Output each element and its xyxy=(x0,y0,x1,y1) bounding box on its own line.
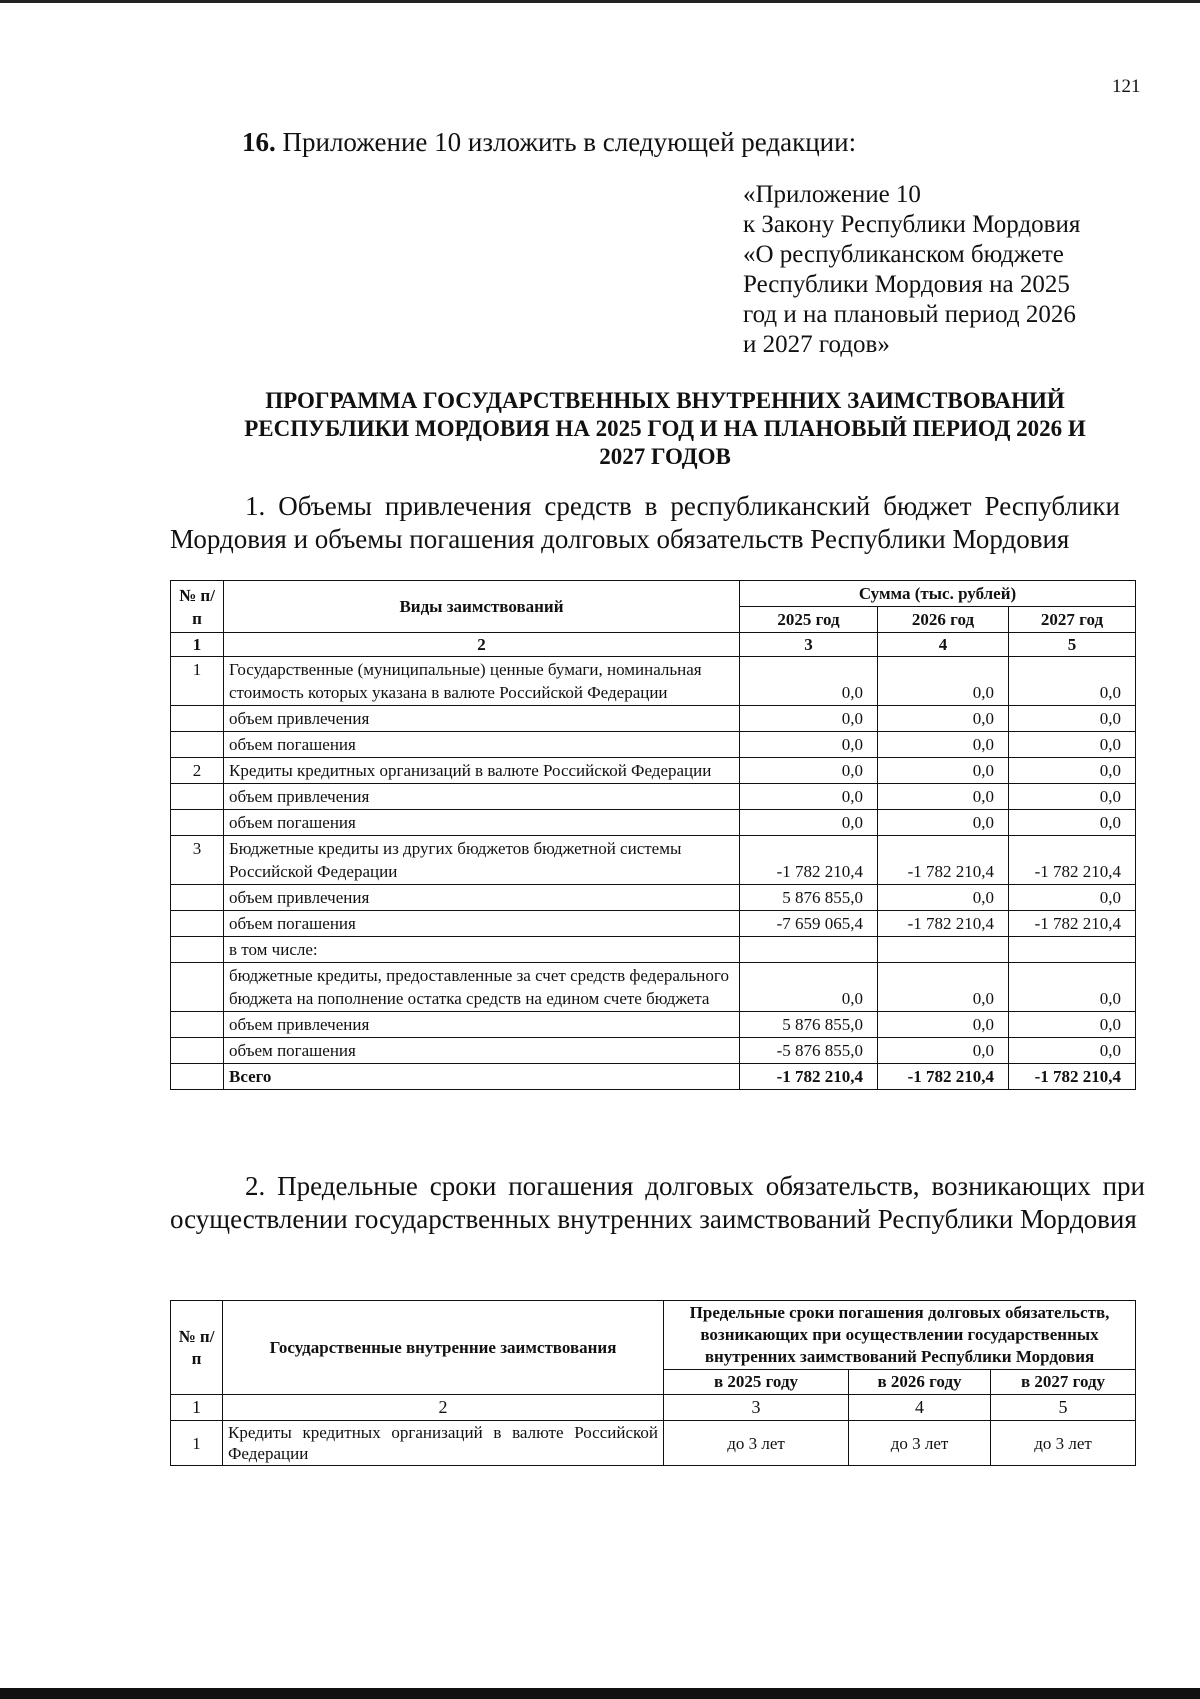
total-row xyxy=(171,1064,1136,1090)
row-number xyxy=(171,810,224,836)
row-number xyxy=(171,732,224,758)
row-number xyxy=(171,706,224,732)
value-2027 xyxy=(1009,937,1136,963)
col-header-type: Виды заимствований xyxy=(224,581,740,633)
value-2027: 0,0 xyxy=(1009,758,1136,784)
row-number xyxy=(171,885,224,911)
row-name: объем привлечения xyxy=(224,1012,740,1038)
value-2027: 0,0 xyxy=(1009,657,1136,706)
row-number xyxy=(171,937,224,963)
col-header-num: № п/п xyxy=(171,581,224,633)
value-2027: 0,0 xyxy=(1009,732,1136,758)
amendment-number: 16. xyxy=(242,127,276,157)
value-2026 xyxy=(878,937,1009,963)
program-title xyxy=(160,387,1170,471)
table-row xyxy=(171,937,1136,963)
section-2-heading: 2. Предельные сроки погашения долговых обязательств, возникающих при осуществлении государственных внутренних заимствований Республики Мордовия xyxy=(170,1171,1145,1234)
value-2026: 0,0 xyxy=(878,885,1009,911)
col-header-num: № п/п xyxy=(171,1301,223,1395)
value-2027: 0,0 xyxy=(1009,1038,1136,1064)
table-row xyxy=(171,1012,1136,1038)
value-2025: 0,0 xyxy=(740,758,878,784)
col-header-2025: в 2025 году xyxy=(664,1370,849,1395)
value-2027: -1 782 210,4 xyxy=(1009,836,1136,885)
row-name: в том числе: xyxy=(224,937,740,963)
page-number: 121 xyxy=(1112,76,1141,97)
total-2027: -1 782 210,4 xyxy=(1009,1064,1136,1090)
table-row xyxy=(171,885,1136,911)
col-header-2027: 2027 год xyxy=(1009,607,1136,633)
col-header-sum: Сумма (тыс. рублей) xyxy=(740,581,1136,607)
total-2025: -1 782 210,4 xyxy=(740,1064,878,1090)
row-number xyxy=(171,1012,224,1038)
value-2026: 0,0 xyxy=(878,1012,1009,1038)
value-2025: 5 876 855,0 xyxy=(740,885,878,911)
table-row xyxy=(171,911,1136,937)
value-2026: 0,0 xyxy=(878,706,1009,732)
column-number: 5 xyxy=(991,1395,1136,1421)
value-2025: 0,0 xyxy=(740,784,878,810)
row-name: Бюджетные кредиты из других бюджетов бюджетной системы Российской Федерации xyxy=(224,836,740,885)
column-number: 1 xyxy=(171,633,224,657)
page-bottom-border xyxy=(0,1688,1200,1699)
table-row xyxy=(171,836,1136,885)
appendix-line: Республики Мордовия на 2025 xyxy=(743,271,1070,298)
appendix-line: к Закону Республики Мордовия xyxy=(743,211,1081,238)
table-row xyxy=(171,784,1136,810)
value-2027: 0,0 xyxy=(1009,963,1136,1012)
value-2025: -5 876 855,0 xyxy=(740,1038,878,1064)
value-2026: -1 782 210,4 xyxy=(878,911,1009,937)
row-number xyxy=(171,784,224,810)
value-2027: до 3 лет xyxy=(991,1421,1136,1466)
column-number-row xyxy=(171,633,1136,657)
value-2027: 0,0 xyxy=(1009,706,1136,732)
column-number: 1 xyxy=(171,1395,223,1421)
value-2025: 0,0 xyxy=(740,963,878,1012)
col-header-2025: 2025 год xyxy=(740,607,878,633)
value-2025: 0,0 xyxy=(740,732,878,758)
table-row xyxy=(171,657,1136,706)
column-number: 4 xyxy=(878,633,1009,657)
row-name: Кредиты кредитных организаций в валюте Российской Федерации xyxy=(223,1421,664,1466)
row-name: объем погашения xyxy=(224,810,740,836)
row-number xyxy=(171,1064,224,1090)
value-2026: 0,0 xyxy=(878,784,1009,810)
program-title-line: РЕСПУБЛИКИ МОРДОВИЯ НА 2025 ГОД И НА ПЛАНОВЫЙ ПЕРИОД 2026 И xyxy=(244,416,1086,441)
program-title-line: ПРОГРАММА ГОСУДАРСТВЕННЫХ ВНУТРЕННИХ ЗАИМСТВОВАНИЙ xyxy=(265,388,1065,413)
table-row xyxy=(171,810,1136,836)
row-name: объем погашения xyxy=(224,911,740,937)
value-2026: -1 782 210,4 xyxy=(878,836,1009,885)
table-row xyxy=(171,706,1136,732)
row-name: Государственные (муниципальные) ценные бумаги, номинальная стоимость которых указана в валюте Российской Федерации xyxy=(224,657,740,706)
value-2025: 0,0 xyxy=(740,657,878,706)
total-2026: -1 782 210,4 xyxy=(878,1064,1009,1090)
borrowings-volume-table xyxy=(170,580,1136,1090)
row-name: объем погашения xyxy=(224,1038,740,1064)
table-row xyxy=(171,1038,1136,1064)
value-2025: -1 782 210,4 xyxy=(740,836,878,885)
column-number-row xyxy=(171,1395,1136,1421)
value-2027: 0,0 xyxy=(1009,1012,1136,1038)
column-number: 3 xyxy=(664,1395,849,1421)
table-row xyxy=(171,1421,1136,1466)
appendix-line: «О республиканском бюджете xyxy=(743,241,1064,268)
value-2025: 0,0 xyxy=(740,706,878,732)
appendix-reference xyxy=(743,180,1080,360)
value-2025: 0,0 xyxy=(740,810,878,836)
column-number: 5 xyxy=(1009,633,1136,657)
row-number: 1 xyxy=(171,1421,223,1466)
row-number xyxy=(171,1038,224,1064)
value-2026: до 3 лет xyxy=(849,1421,991,1466)
row-name: объем привлечения xyxy=(224,784,740,810)
value-2027: 0,0 xyxy=(1009,885,1136,911)
row-number: 1 xyxy=(171,657,224,706)
table-row xyxy=(171,732,1136,758)
value-2026: 0,0 xyxy=(878,657,1009,706)
column-number: 4 xyxy=(849,1395,991,1421)
column-number: 2 xyxy=(223,1395,664,1421)
col-header-2026: в 2026 году xyxy=(849,1370,991,1395)
column-number: 3 xyxy=(740,633,878,657)
value-2026: 0,0 xyxy=(878,963,1009,1012)
row-name: объем привлечения xyxy=(224,885,740,911)
page-top-border xyxy=(0,0,1200,3)
appendix-line: год и на плановый период 2026 xyxy=(743,301,1076,328)
table1-body xyxy=(171,633,1136,1090)
col-header-2027: в 2027 году xyxy=(991,1370,1136,1395)
row-name: бюджетные кредиты, предоставленные за счет средств федерального бюджета на пополнение остатка средств на едином счете бюджета xyxy=(224,963,740,1012)
column-number: 2 xyxy=(224,633,740,657)
row-number xyxy=(171,911,224,937)
value-2027: 0,0 xyxy=(1009,784,1136,810)
value-2026: 0,0 xyxy=(878,1038,1009,1064)
section-1-heading: 1. Объемы привлечения средств в республиканский бюджет Республики Мордовия и объемы погашения долговых обязательств Республики Мордовия xyxy=(170,491,1120,554)
col-header-2026: 2026 год xyxy=(878,607,1009,633)
value-2025: 5 876 855,0 xyxy=(740,1012,878,1038)
value-2026: 0,0 xyxy=(878,758,1009,784)
total-label: Всего xyxy=(224,1064,740,1090)
table-row xyxy=(171,758,1136,784)
table-row xyxy=(171,963,1136,1012)
value-2027: 0,0 xyxy=(1009,810,1136,836)
repayment-terms-table xyxy=(170,1300,1136,1466)
row-name: Кредиты кредитных организаций в валюте Российской Федерации xyxy=(224,758,740,784)
col-header-type: Государственные внутренние заимствования xyxy=(223,1301,664,1395)
value-2027: -1 782 210,4 xyxy=(1009,911,1136,937)
amendment-text: Приложение 10 изложить в следующей редакции: xyxy=(282,127,857,157)
row-number: 3 xyxy=(171,836,224,885)
col-header-terms: Предельные сроки погашения долговых обязательств, возникающих при осуществлении государственных внутренних заимствований Республики Мордовия xyxy=(664,1301,1136,1370)
amendment-heading xyxy=(242,127,856,158)
row-name: объем погашения xyxy=(224,732,740,758)
appendix-line: и 2027 годов» xyxy=(743,331,890,358)
value-2025 xyxy=(740,937,878,963)
row-number: 2 xyxy=(171,758,224,784)
value-2026: 0,0 xyxy=(878,732,1009,758)
appendix-line: «Приложение 10 xyxy=(743,181,921,208)
row-name: объем привлечения xyxy=(224,706,740,732)
program-title-line: 2027 ГОДОВ xyxy=(599,444,731,469)
value-2025: до 3 лет xyxy=(664,1421,849,1466)
row-number xyxy=(171,963,224,1012)
value-2026: 0,0 xyxy=(878,810,1009,836)
value-2025: -7 659 065,4 xyxy=(740,911,878,937)
